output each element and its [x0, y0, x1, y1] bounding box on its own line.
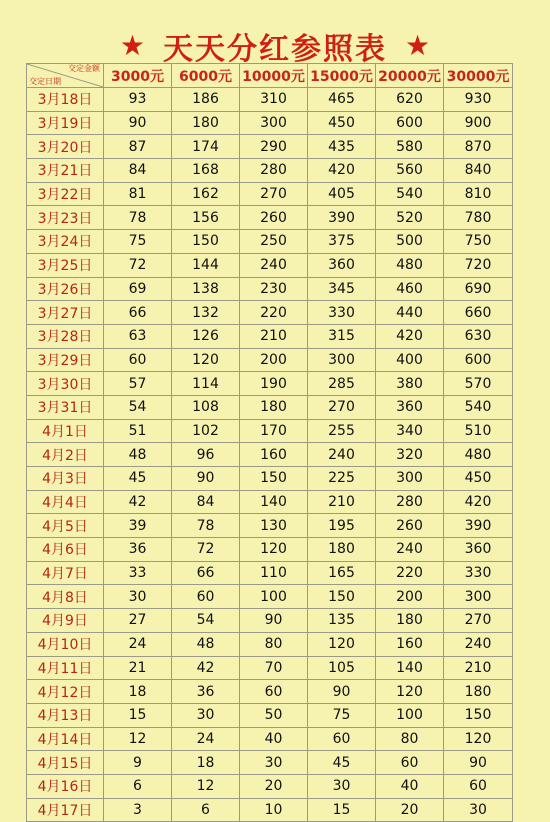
- dividend-value-cell: 54: [172, 609, 240, 633]
- dividend-value-cell: 285: [308, 372, 376, 396]
- dividend-value-cell: 150: [308, 585, 376, 609]
- dividend-value-cell: 810: [444, 182, 513, 206]
- dividend-value-cell: 195: [308, 514, 376, 538]
- dividend-value-cell: 180: [172, 111, 240, 135]
- dividend-value-cell: 870: [444, 135, 513, 159]
- dividend-value-cell: 780: [444, 206, 513, 230]
- dividend-value-cell: 108: [172, 395, 240, 419]
- date-cell: 4月13日: [27, 703, 104, 727]
- dividend-value-cell: 120: [376, 680, 444, 704]
- dividend-value-cell: 70: [240, 656, 308, 680]
- dividend-value-cell: 27: [104, 609, 172, 633]
- dividend-value-cell: 280: [240, 159, 308, 183]
- dividend-value-cell: 54: [104, 395, 172, 419]
- table-row: [27, 182, 513, 206]
- dividend-value-cell: 36: [104, 538, 172, 562]
- date-cell: 4月4日: [27, 490, 104, 514]
- dividend-value-cell: 57: [104, 372, 172, 396]
- dividend-value-cell: 48: [172, 632, 240, 656]
- date-cell: 3月25日: [27, 253, 104, 277]
- dividend-value-cell: 24: [172, 727, 240, 751]
- dividend-value-cell: 840: [444, 159, 513, 183]
- dividend-value-cell: 930: [444, 88, 513, 112]
- dividend-value-cell: 60: [376, 751, 444, 775]
- dividend-value-cell: 120: [444, 727, 513, 751]
- dividend-value-cell: 500: [376, 230, 444, 254]
- dividend-value-cell: 6: [104, 774, 172, 798]
- table-row: [27, 253, 513, 277]
- date-cell: 4月10日: [27, 632, 104, 656]
- dividend-value-cell: 72: [104, 253, 172, 277]
- dividend-value-cell: 150: [240, 467, 308, 491]
- dividend-value-cell: 480: [444, 443, 513, 467]
- dividend-value-cell: 21: [104, 656, 172, 680]
- dividend-value-cell: 720: [444, 253, 513, 277]
- dividend-value-cell: 93: [104, 88, 172, 112]
- star-icon-right: ★: [405, 29, 431, 62]
- dividend-value-cell: 51: [104, 419, 172, 443]
- dividend-value-cell: 174: [172, 135, 240, 159]
- page-title: 天天分红参照表: [163, 32, 387, 67]
- dividend-value-cell: 48: [104, 443, 172, 467]
- dividend-value-cell: 270: [444, 609, 513, 633]
- dividend-value-cell: 300: [444, 585, 513, 609]
- dividend-value-cell: 380: [376, 372, 444, 396]
- dividend-value-cell: 270: [240, 182, 308, 206]
- dividend-value-cell: 450: [444, 467, 513, 491]
- dividend-value-cell: 165: [308, 561, 376, 585]
- dividend-value-cell: 200: [240, 348, 308, 372]
- date-cell: 4月5日: [27, 514, 104, 538]
- dividend-value-cell: 75: [104, 230, 172, 254]
- dividend-table-wrapper: [26, 63, 512, 822]
- dividend-value-cell: 75: [308, 703, 376, 727]
- dividend-value-cell: 750: [444, 230, 513, 254]
- dividend-value-cell: 210: [444, 656, 513, 680]
- date-cell: 3月29日: [27, 348, 104, 372]
- dividend-value-cell: 144: [172, 253, 240, 277]
- dividend-value-cell: 300: [308, 348, 376, 372]
- date-cell: 4月6日: [27, 538, 104, 562]
- dividend-value-cell: 84: [104, 159, 172, 183]
- table-row: [27, 490, 513, 514]
- dividend-value-cell: 240: [308, 443, 376, 467]
- table-row: [27, 680, 513, 704]
- date-cell: 4月15日: [27, 751, 104, 775]
- dividend-value-cell: 78: [104, 206, 172, 230]
- date-cell: 3月24日: [27, 230, 104, 254]
- dividend-value-cell: 6: [172, 798, 240, 822]
- dividend-value-cell: 190: [240, 372, 308, 396]
- dividend-value-cell: 96: [172, 443, 240, 467]
- table-row: [27, 348, 513, 372]
- table-row: [27, 798, 513, 822]
- dividend-value-cell: 240: [240, 253, 308, 277]
- amount-header: 6000元: [172, 64, 240, 88]
- dividend-value-cell: 186: [172, 88, 240, 112]
- date-cell: 4月17日: [27, 798, 104, 822]
- dividend-value-cell: 360: [376, 395, 444, 419]
- dividend-value-cell: 63: [104, 324, 172, 348]
- dividend-value-cell: 630: [444, 324, 513, 348]
- dividend-value-cell: 360: [308, 253, 376, 277]
- date-cell: 4月12日: [27, 680, 104, 704]
- dividend-value-cell: 60: [104, 348, 172, 372]
- dividend-value-cell: 405: [308, 182, 376, 206]
- table-row: [27, 395, 513, 419]
- dividend-value-cell: 140: [376, 656, 444, 680]
- dividend-value-cell: 9: [104, 751, 172, 775]
- dividend-value-cell: 120: [240, 538, 308, 562]
- dividend-value-cell: 180: [444, 680, 513, 704]
- table-row: [27, 301, 513, 325]
- dividend-value-cell: 87: [104, 135, 172, 159]
- date-cell: 4月7日: [27, 561, 104, 585]
- dividend-value-cell: 480: [376, 253, 444, 277]
- dividend-value-cell: 460: [376, 277, 444, 301]
- dividend-value-cell: 540: [444, 395, 513, 419]
- dividend-value-cell: 60: [444, 774, 513, 798]
- dividend-value-cell: 210: [308, 490, 376, 514]
- dividend-value-cell: 30: [308, 774, 376, 798]
- dividend-value-cell: 300: [376, 467, 444, 491]
- table-row: [27, 514, 513, 538]
- dividend-value-cell: 260: [376, 514, 444, 538]
- dividend-value-cell: 120: [172, 348, 240, 372]
- dividend-value-cell: 180: [240, 395, 308, 419]
- dividend-value-cell: 300: [240, 111, 308, 135]
- dividend-value-cell: 50: [240, 703, 308, 727]
- dividend-value-cell: 540: [376, 182, 444, 206]
- dividend-value-cell: 310: [240, 88, 308, 112]
- dividend-value-cell: 69: [104, 277, 172, 301]
- table-row: [27, 467, 513, 491]
- dividend-value-cell: 10: [240, 798, 308, 822]
- dividend-value-cell: 160: [240, 443, 308, 467]
- table-row: [27, 111, 513, 135]
- dividend-value-cell: 240: [444, 632, 513, 656]
- dividend-value-cell: 126: [172, 324, 240, 348]
- table-row: [27, 609, 513, 633]
- dividend-value-cell: 90: [308, 680, 376, 704]
- table-row: [27, 88, 513, 112]
- dividend-value-cell: 162: [172, 182, 240, 206]
- dividend-value-cell: 420: [444, 490, 513, 514]
- dividend-value-cell: 520: [376, 206, 444, 230]
- dividend-value-cell: 220: [240, 301, 308, 325]
- dividend-value-cell: 33: [104, 561, 172, 585]
- date-cell: 3月18日: [27, 88, 104, 112]
- date-cell: 4月14日: [27, 727, 104, 751]
- dividend-value-cell: 600: [376, 111, 444, 135]
- date-cell: 3月23日: [27, 206, 104, 230]
- dividend-value-cell: 180: [308, 538, 376, 562]
- table-row: [27, 135, 513, 159]
- date-cell: 4月2日: [27, 443, 104, 467]
- dividend-value-cell: 660: [444, 301, 513, 325]
- dividend-value-cell: 690: [444, 277, 513, 301]
- page-title-bar: [0, 26, 550, 66]
- header-row: [27, 64, 513, 88]
- dividend-value-cell: 420: [376, 324, 444, 348]
- dividend-value-cell: 315: [308, 324, 376, 348]
- dividend-value-cell: 15: [104, 703, 172, 727]
- dividend-value-cell: 390: [444, 514, 513, 538]
- dividend-value-cell: 580: [376, 135, 444, 159]
- dividend-value-cell: 66: [172, 561, 240, 585]
- date-cell: 3月22日: [27, 182, 104, 206]
- amount-header: 15000元: [308, 64, 376, 88]
- dividend-value-cell: 570: [444, 372, 513, 396]
- dividend-value-cell: 40: [376, 774, 444, 798]
- table-row: [27, 703, 513, 727]
- dividend-value-cell: 84: [172, 490, 240, 514]
- dividend-value-cell: 80: [376, 727, 444, 751]
- dividend-value-cell: 450: [308, 111, 376, 135]
- corner-label-amount: 交定金额: [68, 64, 100, 73]
- dividend-value-cell: 100: [376, 703, 444, 727]
- table-row: [27, 443, 513, 467]
- dividend-value-cell: 225: [308, 467, 376, 491]
- dividend-value-cell: 20: [376, 798, 444, 822]
- dividend-value-cell: 465: [308, 88, 376, 112]
- table-row: [27, 561, 513, 585]
- dividend-value-cell: 90: [444, 751, 513, 775]
- dividend-value-cell: 30: [104, 585, 172, 609]
- dividend-value-cell: 270: [308, 395, 376, 419]
- dividend-value-cell: 72: [172, 538, 240, 562]
- dividend-value-cell: 80: [240, 632, 308, 656]
- dividend-value-cell: 30: [172, 703, 240, 727]
- dividend-value-cell: 12: [172, 774, 240, 798]
- dividend-value-cell: 100: [240, 585, 308, 609]
- date-cell: 4月11日: [27, 656, 104, 680]
- corner-header-cell: [27, 64, 104, 88]
- table-row: [27, 206, 513, 230]
- dividend-value-cell: 510: [444, 419, 513, 443]
- date-cell: 4月9日: [27, 609, 104, 633]
- table-row: [27, 585, 513, 609]
- date-cell: 4月3日: [27, 467, 104, 491]
- dividend-value-cell: 60: [308, 727, 376, 751]
- dividend-value-cell: 90: [172, 467, 240, 491]
- date-cell: 3月30日: [27, 372, 104, 396]
- dividend-value-cell: 120: [308, 632, 376, 656]
- dividend-value-cell: 210: [240, 324, 308, 348]
- dividend-value-cell: 320: [376, 443, 444, 467]
- dividend-value-cell: 81: [104, 182, 172, 206]
- dividend-value-cell: 200: [376, 585, 444, 609]
- dividend-value-cell: 255: [308, 419, 376, 443]
- dividend-value-cell: 420: [308, 159, 376, 183]
- dividend-value-cell: 60: [172, 585, 240, 609]
- table-row: [27, 277, 513, 301]
- dividend-value-cell: 168: [172, 159, 240, 183]
- date-cell: 3月19日: [27, 111, 104, 135]
- corner-label-date: 交定日期: [29, 77, 61, 86]
- dividend-value-cell: 620: [376, 88, 444, 112]
- dividend-value-cell: 20: [240, 774, 308, 798]
- dividend-value-cell: 30: [444, 798, 513, 822]
- dividend-value-cell: 12: [104, 727, 172, 751]
- dividend-value-cell: 150: [444, 703, 513, 727]
- dividend-value-cell: 110: [240, 561, 308, 585]
- dividend-value-cell: 66: [104, 301, 172, 325]
- dividend-value-cell: 15: [308, 798, 376, 822]
- dividend-value-cell: 330: [444, 561, 513, 585]
- dividend-value-cell: 45: [308, 751, 376, 775]
- table-row: [27, 774, 513, 798]
- dividend-value-cell: 105: [308, 656, 376, 680]
- dividend-value-cell: 390: [308, 206, 376, 230]
- dividend-value-cell: 170: [240, 419, 308, 443]
- table-row: [27, 727, 513, 751]
- date-cell: 3月26日: [27, 277, 104, 301]
- dividend-value-cell: 240: [376, 538, 444, 562]
- dividend-value-cell: 138: [172, 277, 240, 301]
- dividend-value-cell: 345: [308, 277, 376, 301]
- dividend-value-cell: 340: [376, 419, 444, 443]
- dividend-value-cell: 60: [240, 680, 308, 704]
- dividend-value-cell: 400: [376, 348, 444, 372]
- dividend-value-cell: 180: [376, 609, 444, 633]
- amount-header: 10000元: [240, 64, 308, 88]
- dividend-value-cell: 290: [240, 135, 308, 159]
- dividend-value-cell: 360: [444, 538, 513, 562]
- dividend-value-cell: 42: [104, 490, 172, 514]
- dividend-value-cell: 42: [172, 656, 240, 680]
- star-icon-left: ★: [119, 29, 145, 62]
- dividend-value-cell: 18: [104, 680, 172, 704]
- date-cell: 3月20日: [27, 135, 104, 159]
- dividend-value-cell: 45: [104, 467, 172, 491]
- dividend-value-cell: 90: [240, 609, 308, 633]
- dividend-value-cell: 156: [172, 206, 240, 230]
- dividend-value-cell: 114: [172, 372, 240, 396]
- dividend-value-cell: 78: [172, 514, 240, 538]
- dividend-value-cell: 260: [240, 206, 308, 230]
- date-cell: 3月21日: [27, 159, 104, 183]
- dividend-value-cell: 160: [376, 632, 444, 656]
- dividend-value-cell: 132: [172, 301, 240, 325]
- dividend-value-cell: 39: [104, 514, 172, 538]
- table-row: [27, 324, 513, 348]
- date-cell: 4月8日: [27, 585, 104, 609]
- dividend-value-cell: 440: [376, 301, 444, 325]
- dividend-value-cell: 435: [308, 135, 376, 159]
- table-row: [27, 656, 513, 680]
- date-cell: 4月16日: [27, 774, 104, 798]
- dividend-value-cell: 375: [308, 230, 376, 254]
- dividend-value-cell: 220: [376, 561, 444, 585]
- dividend-value-cell: 600: [444, 348, 513, 372]
- table-row: [27, 538, 513, 562]
- date-cell: 3月31日: [27, 395, 104, 419]
- dividend-value-cell: 560: [376, 159, 444, 183]
- dividend-value-cell: 230: [240, 277, 308, 301]
- dividend-value-cell: 18: [172, 751, 240, 775]
- dividend-value-cell: 90: [104, 111, 172, 135]
- dividend-table: [26, 63, 513, 822]
- dividend-value-cell: 102: [172, 419, 240, 443]
- dividend-value-cell: 3: [104, 798, 172, 822]
- dividend-value-cell: 280: [376, 490, 444, 514]
- table-body: [27, 88, 513, 822]
- dividend-value-cell: 140: [240, 490, 308, 514]
- date-cell: 3月28日: [27, 324, 104, 348]
- dividend-value-cell: 24: [104, 632, 172, 656]
- dividend-value-cell: 330: [308, 301, 376, 325]
- dividend-value-cell: 130: [240, 514, 308, 538]
- amount-header: 20000元: [376, 64, 444, 88]
- amount-header: 3000元: [104, 64, 172, 88]
- dividend-value-cell: 135: [308, 609, 376, 633]
- amount-header: 30000元: [444, 64, 513, 88]
- table-row: [27, 159, 513, 183]
- dividend-value-cell: 36: [172, 680, 240, 704]
- table-row: [27, 419, 513, 443]
- table-row: [27, 372, 513, 396]
- table-row: [27, 230, 513, 254]
- date-cell: 4月1日: [27, 419, 104, 443]
- table-row: [27, 751, 513, 775]
- table-row: [27, 632, 513, 656]
- dividend-value-cell: 250: [240, 230, 308, 254]
- dividend-value-cell: 30: [240, 751, 308, 775]
- dividend-value-cell: 150: [172, 230, 240, 254]
- dividend-value-cell: 40: [240, 727, 308, 751]
- dividend-value-cell: 900: [444, 111, 513, 135]
- date-cell: 3月27日: [27, 301, 104, 325]
